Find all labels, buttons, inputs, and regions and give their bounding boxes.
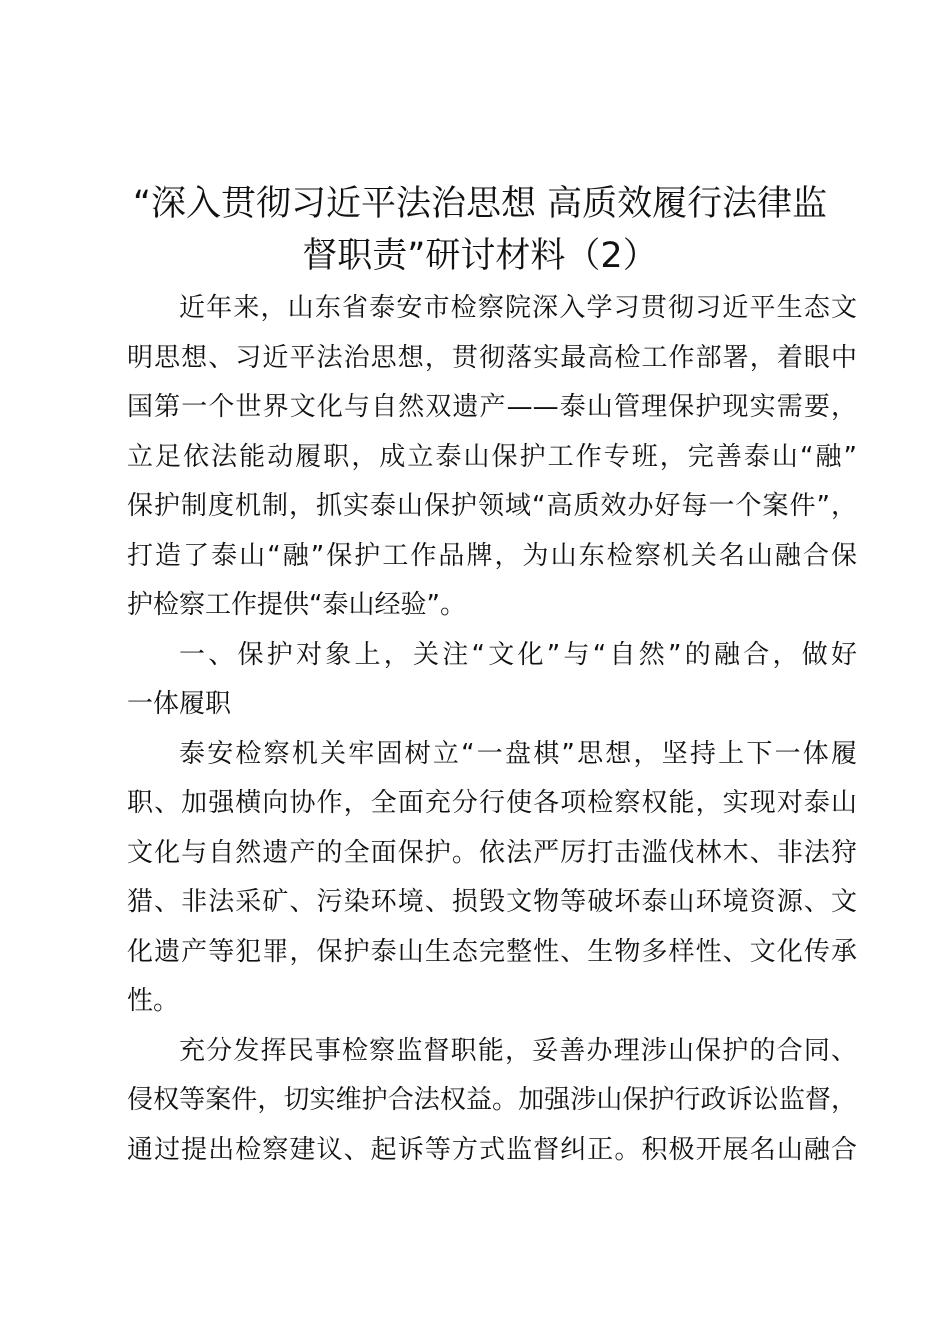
text-line: 化遗产等犯罪，保护泰山生态完整性、生物多样性、文化传承 [127,936,857,967]
text-line: 一、保护对象上，关注“文化”与“自然”的融合，做好 [179,639,857,670]
text-line: 近年来，山东省泰安市检察院深入学习贯彻习近平生态文 [179,293,857,323]
title-line: “深入贯彻习近平法治思想 高质效履行法律监 [132,184,828,224]
text-line: 打造了泰山“融”保护工作品牌，为山东检察机关名山融合保 [127,540,857,571]
paragraph-body [127,1027,857,1176]
text-line: 立足依法能动履职，成立泰山保护工作专班，完善泰山“融” [127,441,857,472]
text-line: 侵权等案件，切实维护合法权益。加强涉山保护行政诉讼监督， [127,1085,857,1115]
document-title [110,178,850,282]
section-heading [127,631,857,730]
paragraph-intro [127,284,857,631]
text-line: 充分发挥民事检察监督职能，妥善办理涉山保护的合同、 [179,1035,857,1066]
document-body [127,284,857,1175]
title-line: 督职责”研讨材料（2） [302,236,658,276]
text-line: 性。 [127,986,180,1016]
text-line: 通过提出检察建议、起诉等方式监督纠正。积极开展名山融合 [127,1134,857,1165]
text-line: 一体履职 [127,689,232,719]
text-line: 泰安检察机关牢固树立“一盘棋”思想，坚持上下一体履 [179,738,857,769]
text-line: 明思想、习近平法治思想，贯彻落实最高检工作部署，着眼中 [127,342,857,373]
text-line: 文化与自然遗产的全面保护。依法严厉打击滥伐林木、非法狩 [127,837,857,868]
text-line: 职、加强横向协作，全面充分行使各项检察权能，实现对泰山 [127,788,857,818]
text-line: 保护制度机制，抓实泰山保护领域“高质效办好每一个案件”， [127,491,857,521]
text-line: 护检察工作提供“泰山经验”。 [127,590,466,620]
paragraph-body [127,730,857,1027]
text-line: 国第一个世界文化与自然双遗产——泰山管理保护现实需要， [127,392,857,422]
text-line: 猎、非法采矿、污染环境、损毁文物等破坏泰山环境资源、文 [127,887,857,917]
